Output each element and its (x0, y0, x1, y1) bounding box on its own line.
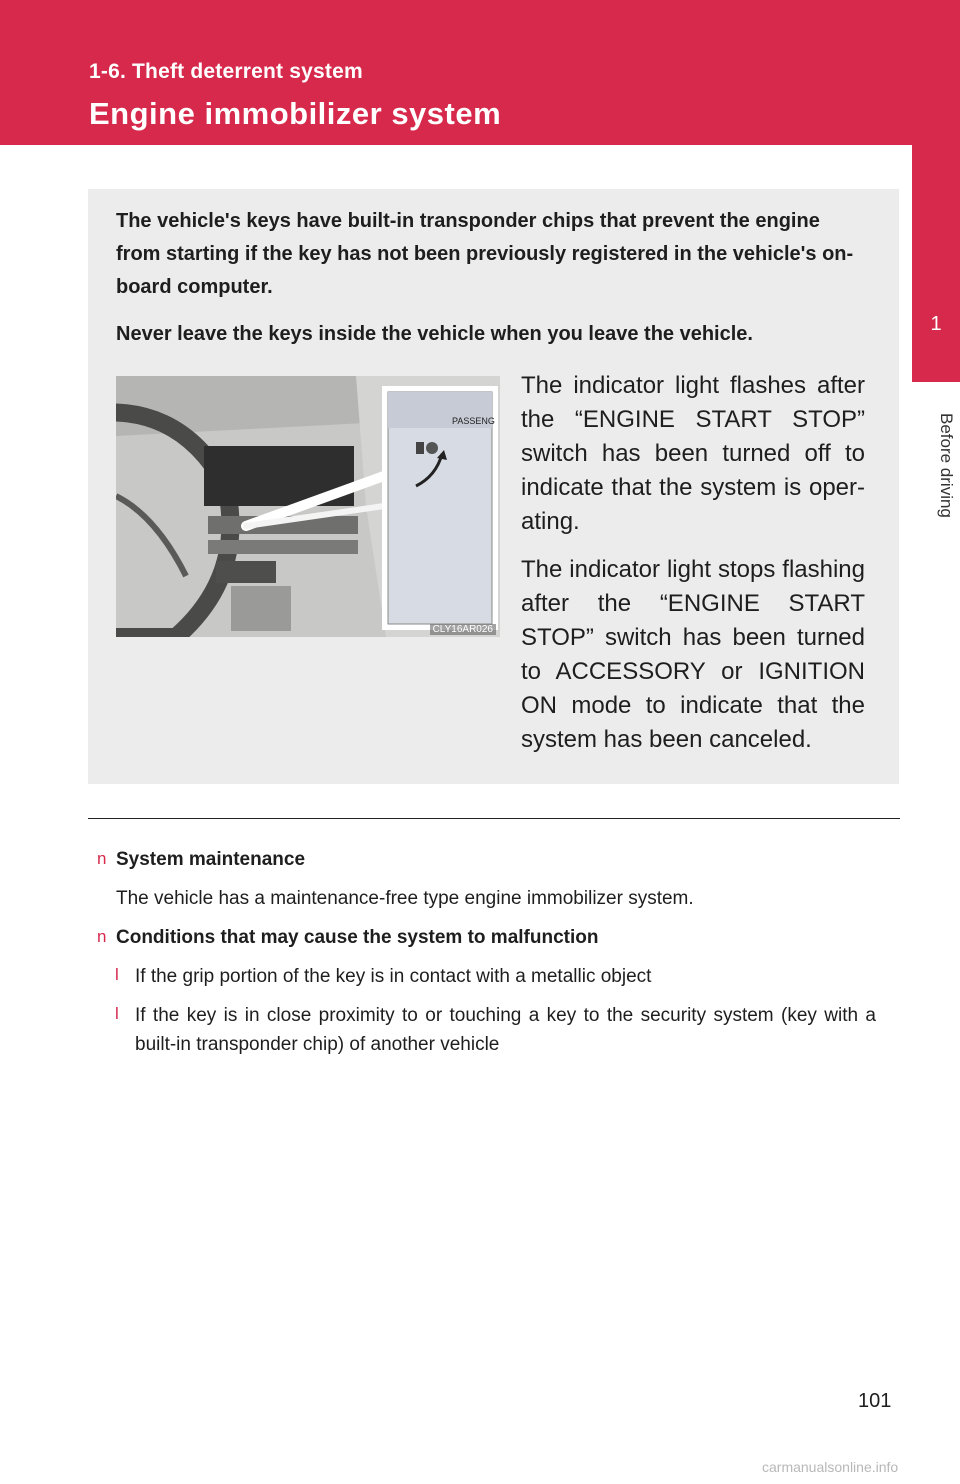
section-label: 1-6. Theft deterrent system (89, 60, 363, 83)
malfunction-heading: Conditions that may cause the system to malfunction (116, 927, 599, 948)
sub-bullet-marker: l (115, 965, 119, 984)
intro-paragraph: The vehicle's keys have built-in transponder chips that prevent the engine from starting if the key has not been previously registered in the vehicle's on-board computer. (116, 210, 854, 298)
header-banner (0, 0, 960, 145)
list-item: If the grip portion of the key is in contact with a metallic object (135, 966, 652, 987)
figure-code: CLY16AR026 (430, 624, 496, 635)
warning-paragraph: Never leave the keys inside the vehicle when you leave the vehicle. (116, 323, 753, 345)
maintenance-heading: System maintenance (116, 849, 306, 870)
bullet-marker: n (97, 927, 107, 946)
maintenance-text: The vehicle has a maintenance-free type engine immobilizer system. (116, 888, 694, 909)
dashboard-drawing (116, 376, 500, 637)
chapter-name: Before driving (937, 412, 956, 518)
sub-bullet-marker: l (115, 1004, 119, 1023)
dashboard-illustration (116, 376, 500, 637)
section-divider (88, 818, 900, 819)
chapter-number: 1 (930, 313, 942, 335)
figure-label: PASSENG (452, 416, 495, 426)
bullet-marker: n (97, 849, 107, 868)
indicator-stopped-text: The indicator light stops flashing after the “ENGINE START STOP” switch has been turned to ACCESSORY or IGNITION ON mode to indicate that the system has been canceled. (521, 556, 865, 753)
chapter-tab (912, 145, 960, 382)
list-item: If the key is in close proximity to or touching a key to the security system (key with a built-in transponder chip) of another vehicle (135, 1005, 876, 1055)
indicator-flashing-text: The indicator light flashes after the “ENGINE START STOP” switch has been turned off to indicate that the system is oper-ating. (521, 372, 865, 535)
page-title: Engine immobilizer system (89, 96, 502, 131)
watermark: carmanualsonline.info (762, 1459, 899, 1475)
page-number: 101 (858, 1390, 892, 1412)
